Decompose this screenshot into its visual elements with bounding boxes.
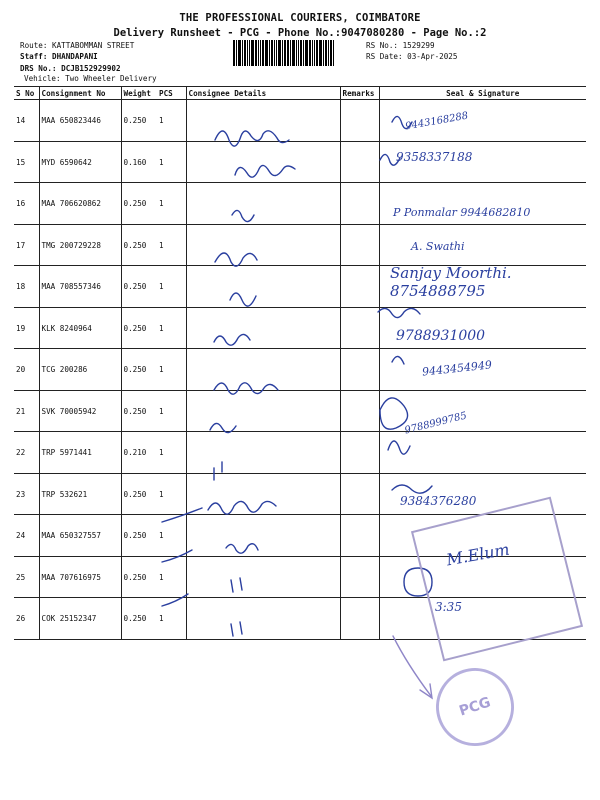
row-weight-text: 0.250 (123, 614, 147, 623)
row-weight-text: 0.160 (123, 157, 147, 167)
arrow-line (393, 636, 432, 698)
row-pcs-text: 1 (159, 199, 164, 208)
sig-22-scrawl (388, 441, 410, 454)
row-weight-text: 0.250 (123, 489, 147, 499)
sig-23-number: 9384376280 (400, 494, 477, 508)
row-consignment-text: MAA 650823446 (41, 116, 101, 125)
scribble-15 (235, 165, 295, 177)
row-weight-text: 0.250 (123, 323, 147, 333)
scribble-19 (214, 334, 250, 345)
sig-23-scrawl (392, 485, 432, 493)
sig-19-number: 9788931000 (396, 328, 486, 344)
row-sno-text: 15 (16, 157, 26, 167)
row-weight-text: 0.250 (123, 365, 147, 374)
col-consignment: Consignment No (39, 87, 121, 100)
row-weight-text: 0.250 (123, 199, 147, 208)
row-consignment-text: MAA 707616975 (41, 572, 101, 582)
row-consignment-text: TRP 5971441 (41, 448, 92, 457)
row-sno-text: 19 (16, 323, 26, 333)
row-pcs-text: 1 (159, 282, 164, 291)
row-sno-text: 18 (16, 282, 26, 291)
rs-date: RS Date: 03-Apr-2025 (366, 52, 458, 61)
row-weight-text: 0.250 (123, 282, 147, 291)
row-weight-text: 0.210 (123, 448, 147, 457)
row-pcs-text: 1 (159, 448, 164, 457)
sig-14-number: 9443168288 (404, 110, 470, 133)
scribble-21 (214, 383, 278, 394)
scribble-14 (215, 131, 289, 146)
vehicle-label: Vehicle: Two Wheeler Delivery (24, 74, 157, 83)
sig-20-scrawl (392, 356, 404, 364)
row-weight-text: 0.250 (123, 531, 147, 540)
row-sno-text: 23 (16, 489, 26, 499)
delivery-time: 3:35 (435, 600, 462, 614)
row-consignment-text: TRP 532621 (41, 489, 88, 499)
col-signature: Seal & Signature (379, 87, 586, 100)
scribble-16 (232, 210, 254, 221)
sig-16-text: P Ponmalar 9944682810 (393, 206, 531, 219)
col-weight: Weight (121, 87, 157, 100)
row-sno-text: 20 (16, 365, 26, 374)
row-sno-text: 16 (16, 199, 26, 208)
row-pcs-text: 1 (159, 572, 164, 582)
row-consignment-text: MAA 708557346 (41, 282, 101, 291)
row-sno-text: 24 (16, 531, 26, 540)
scribble-25 (226, 544, 258, 553)
row-sno-text: 17 (16, 240, 26, 250)
scribble-17 (215, 253, 257, 266)
row-weight-text: 0.250 (123, 572, 147, 582)
sig-17-text: A. Swathi (411, 240, 465, 253)
col-sno: S No (14, 87, 39, 100)
row-consignment-text: KLK 8240964 (41, 323, 92, 333)
row-pcs-text: 1 (159, 489, 164, 499)
row-sno-text: 25 (16, 572, 26, 582)
drs-label: DRS No.: DCJB152929902 (20, 64, 121, 73)
pcg-stamp: PCG (426, 658, 524, 756)
sig-25-text: M.Elum (444, 539, 511, 570)
sig-19-scrawl (378, 308, 420, 317)
document-title: THE PROFESSIONAL COURIERS, COIMBATORE (179, 12, 421, 24)
row-consignment-text: MYD 6590642 (41, 157, 92, 167)
sig-21-scrawl (380, 398, 408, 429)
row-pcs-text: 1 (159, 323, 164, 333)
row-consignment-text: MAA 706620862 (41, 199, 101, 208)
row-consignment-text: SVK 70005942 (41, 406, 97, 416)
sig-15-number: 9358337188 (396, 150, 473, 164)
row-weight-text: 0.250 (123, 240, 147, 250)
route-label: Route: KATTABOMMAN STREET (20, 41, 135, 50)
sig-21-number: 9788999785 (403, 410, 469, 437)
sig-18-text: Sanjay Moorthi. 8754888795 (390, 264, 512, 300)
row-pcs-text: 1 (159, 614, 164, 623)
rs-number: RS No.: 1529299 (366, 41, 435, 50)
scribble-23 (214, 462, 222, 480)
row-weight-text: 0.250 (123, 116, 147, 125)
row-sno-text: 22 (16, 448, 26, 457)
row-weight-text: 0.250 (123, 406, 147, 416)
tick-26 (162, 594, 188, 606)
row-sno-text: 26 (16, 614, 26, 623)
ditto-mark (231, 578, 242, 636)
row-pcs-text: 1 (159, 406, 164, 416)
col-consignee: Consignee Details (186, 87, 340, 100)
scribble-22 (210, 423, 236, 432)
row-consignment-text: TMG 200729228 (41, 240, 101, 250)
row-pcs-text: 1 (159, 531, 164, 540)
row-sno-text: 21 (16, 406, 26, 416)
row-pcs-text: 1 (159, 365, 164, 374)
row-consignment-text: TCG 200286 (41, 365, 88, 374)
row-consignment-text: COK 25152347 (41, 614, 97, 623)
staff-label: Staff: DHANDAPANI (20, 52, 98, 61)
tick-24 (162, 508, 202, 522)
sig-20-number: 9443454949 (421, 358, 493, 379)
scribble-24 (208, 501, 276, 514)
row-sno-text: 14 (16, 116, 26, 125)
scribble-18 (230, 293, 256, 306)
row-pcs-text: 1 (159, 240, 164, 250)
col-pcs: PCS (157, 87, 186, 100)
tick-25 (162, 550, 192, 562)
document-subtitle: Delivery Runsheet - PCG - Phone No.:9047080280 - Page No.:2 (113, 27, 487, 39)
row-consignment-text: MAA 650327557 (41, 531, 101, 540)
row-pcs-text: 1 (159, 157, 164, 167)
col-remarks: Remarks (340, 87, 379, 100)
row-pcs-text: 1 (159, 116, 164, 125)
